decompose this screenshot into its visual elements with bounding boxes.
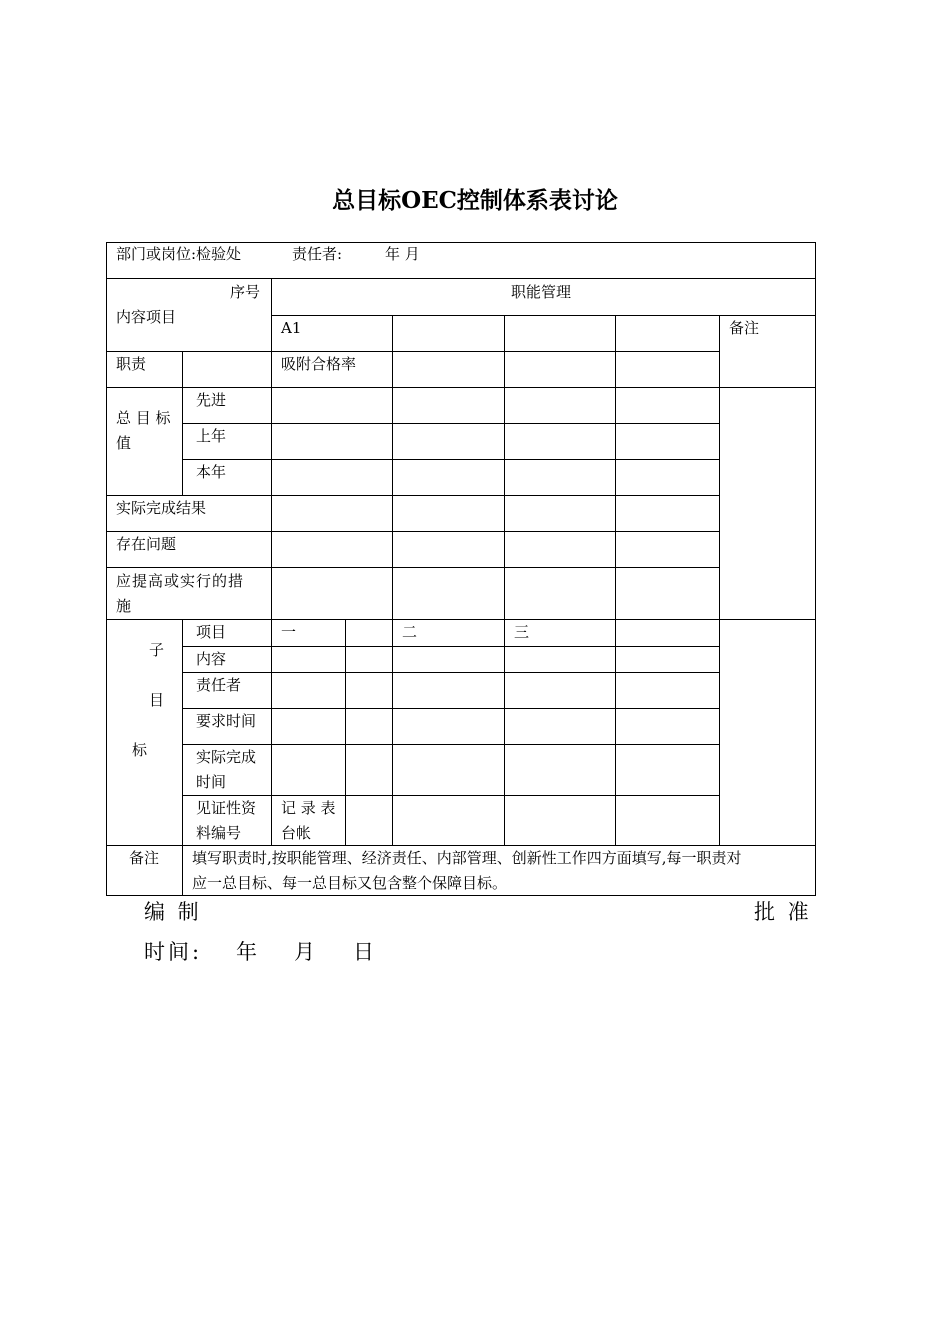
seq-label: 序号 [230,283,261,301]
duty-value: 吸附合格率 [281,355,357,373]
time-label: 时间: [144,940,203,964]
day-label: 日 [353,940,377,964]
row-measures-cont: 施 [116,597,132,615]
month-label: 月 [294,940,318,964]
sub-row-evidence-cont: 料编号 [196,824,242,842]
total-target-label: 总 目 标 [116,409,171,427]
sub-row-required-time: 要求时间 [196,712,257,730]
sub-target-char-2: 目 [149,691,165,709]
sub-row-owner: 责任者 [196,676,242,694]
record-ledger-cont: 台帐 [281,824,312,842]
dept-label: 部门或岗位:检验处 [116,245,242,263]
approve-label: 批 准 [754,900,812,924]
remarks-header: 备注 [729,319,760,337]
sub-row-item: 项目 [196,623,227,641]
sub-row-actual-time-cont: 时间 [196,773,227,791]
year-label: 年 [236,940,260,964]
row-actual-result: 实际完成结果 [116,499,207,517]
compile-label: 编 制 [144,900,202,924]
duty-label: 职责 [116,355,147,373]
content-item-label: 内容项目 [116,308,177,326]
row-last-year: 上年 [196,427,227,445]
record-ledger: 记 录 表 [281,799,336,817]
sub-item-3: 三 [514,623,530,641]
sub-item-1: 一 [281,623,297,641]
note-text: 填写职责时,按职能管理、经济责任、内部管理、创新性工作四方面填写,每一职责对 [192,849,742,867]
date-label: 年 月 [385,245,420,263]
row-measures: 应提高或实行的措 [116,572,245,590]
sub-item-2: 二 [402,623,418,641]
document-title: 总目标OEC控制体系表讨论 [332,187,618,214]
row-advanced: 先进 [196,391,227,409]
sub-target-char-1: 子 [149,641,165,659]
row-problems: 存在问题 [116,535,177,553]
col1-code: A1 [281,319,302,337]
sub-row-content: 内容 [196,650,227,668]
sub-row-evidence: 见证性资 [196,799,257,817]
note-text-cont: 应一总目标、每一总目标又包含整个保障目标。 [192,874,508,892]
sub-row-actual-time: 实际完成 [196,748,257,766]
owner-label: 责任者: [292,245,343,263]
sub-target-char-3: 标 [132,741,148,759]
total-target-label-cont: 值 [116,434,132,452]
function-mgmt-header: 职能管理 [511,283,572,301]
row-this-year: 本年 [196,463,227,481]
note-label: 备注 [129,849,160,867]
